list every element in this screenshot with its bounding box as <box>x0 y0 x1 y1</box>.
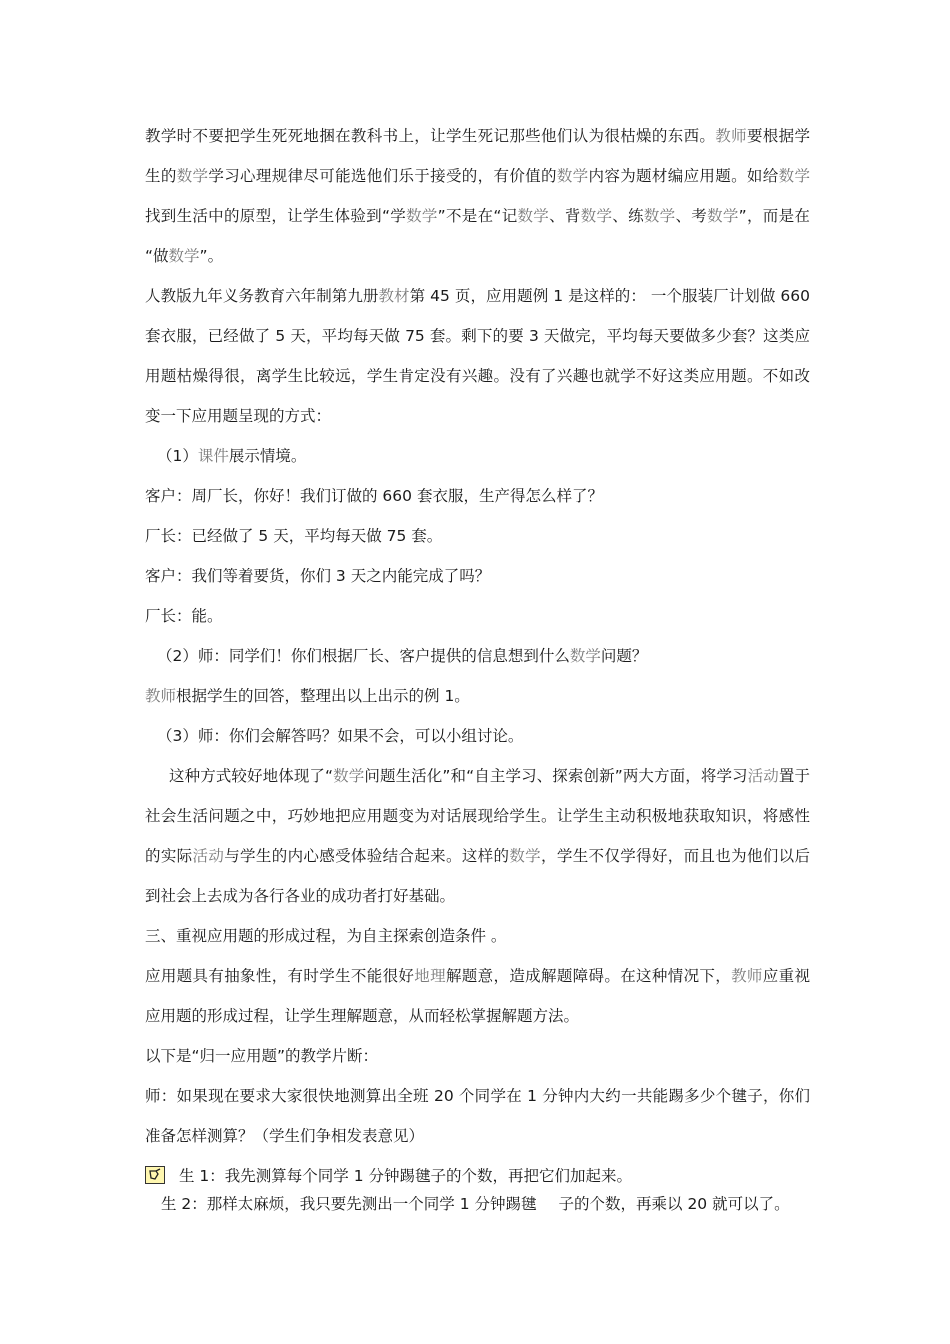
paragraph-intro: 教学时不要把学生死死地捆在教科书上，让学生死记那些他们认为很枯燥的东西。教师要根据学生的数学学习心理规律尽可能选他们乐于接受的，有价值的数学内容为题材编应用题。如给数学找到生活中的原型，让学生体验到“学数学”不是在“记数学、背数学、练数学、考数学”，而是在 “做数学”。 <box>145 127 810 265</box>
paragraph-textbook-example: 人教版九年义务教育六年制第九册教材第 45 页，应用题例 1 是这样的： 一个服装厂计划做 660 套衣服，已经做了 5 天，平均每天做 75 套。剩下的要 3 天做完，平均每天要做多少套？这类应用题枯燥得很，离学生比较远，学生肯定没有兴趣。没有了兴趣也就学不好这类应用题。不如改变一下应用题呈现的方式： <box>145 287 810 425</box>
comment-note-icon <box>145 1166 165 1184</box>
document-body <box>145 116 810 1218</box>
dialogue-line-2: 厂长：已经做了 5 天，平均每天做 75 套。 <box>145 527 443 545</box>
student-1-answer: 生 1：我先测算每个同学 1 分钟踢毽子的个数，再把它们加起来。 <box>145 1162 810 1190</box>
paragraph-abstraction: 应用题具有抽象性，有时学生不能很好地理解题意，造成解题障碍。在这种情况下，教师应重视应用题的形成过程，让学生理解题意，从而轻松掌握解题方法。 <box>145 967 810 1025</box>
paragraph-method-benefits: 这种方式较好地体现了“数学问题生活化”和“自主学习、探索创新”两大方面，将学习活动置于社会生活问题之中，巧妙地把应用题变为对话展现给学生。让学生主动积极地获取知识，将感性的实际活动与学生的内心感受体验结合起来。这样的数学，学生不仅学得好，而且也为他们以后到社会上去成为各行各业的成功者打好基础。 <box>145 767 810 905</box>
paragraph-lesson-intro: 以下是“归一应用题”的教学片断： <box>145 1047 379 1065</box>
paragraph-teacher-organize: 教师根据学生的回答，整理出以上出示的例 1。 <box>145 687 470 705</box>
section-heading-3: 三、重视应用题的形成过程，为自主探索创造条件 。 <box>145 927 507 945</box>
dialogue-line-1: 客户：周厂长，你好！我们订做的 660 套衣服，生产得怎么样了？ <box>145 487 603 505</box>
dialogue-line-3: 客户：我们等着要货，你们 3 天之内能完成了吗？ <box>145 567 491 585</box>
step-1: （1）课件展示情境。 <box>157 447 307 465</box>
paragraph-teacher-question: 师：如果现在要求大家很快地测算出全班 20 个同学在 1 分钟内大约一共能踢多少个毽子，你们准备怎样测算？（学生们争相发表意见） <box>145 1087 810 1145</box>
step-3: （3）师：你们会解答吗？如果不会，可以小组讨论。 <box>157 727 524 745</box>
dialogue-line-4: 厂长：能。 <box>145 607 223 625</box>
student-2-answer: 生 2：那样太麻烦，我只要先测出一个同学 1 分钟踢毽 子的个数，再乘以 20 就可以了。 <box>161 1195 790 1213</box>
step-2: （2）师：同学们！你们根据厂长、客户提供的信息想到什么数学问题？ <box>157 647 648 665</box>
